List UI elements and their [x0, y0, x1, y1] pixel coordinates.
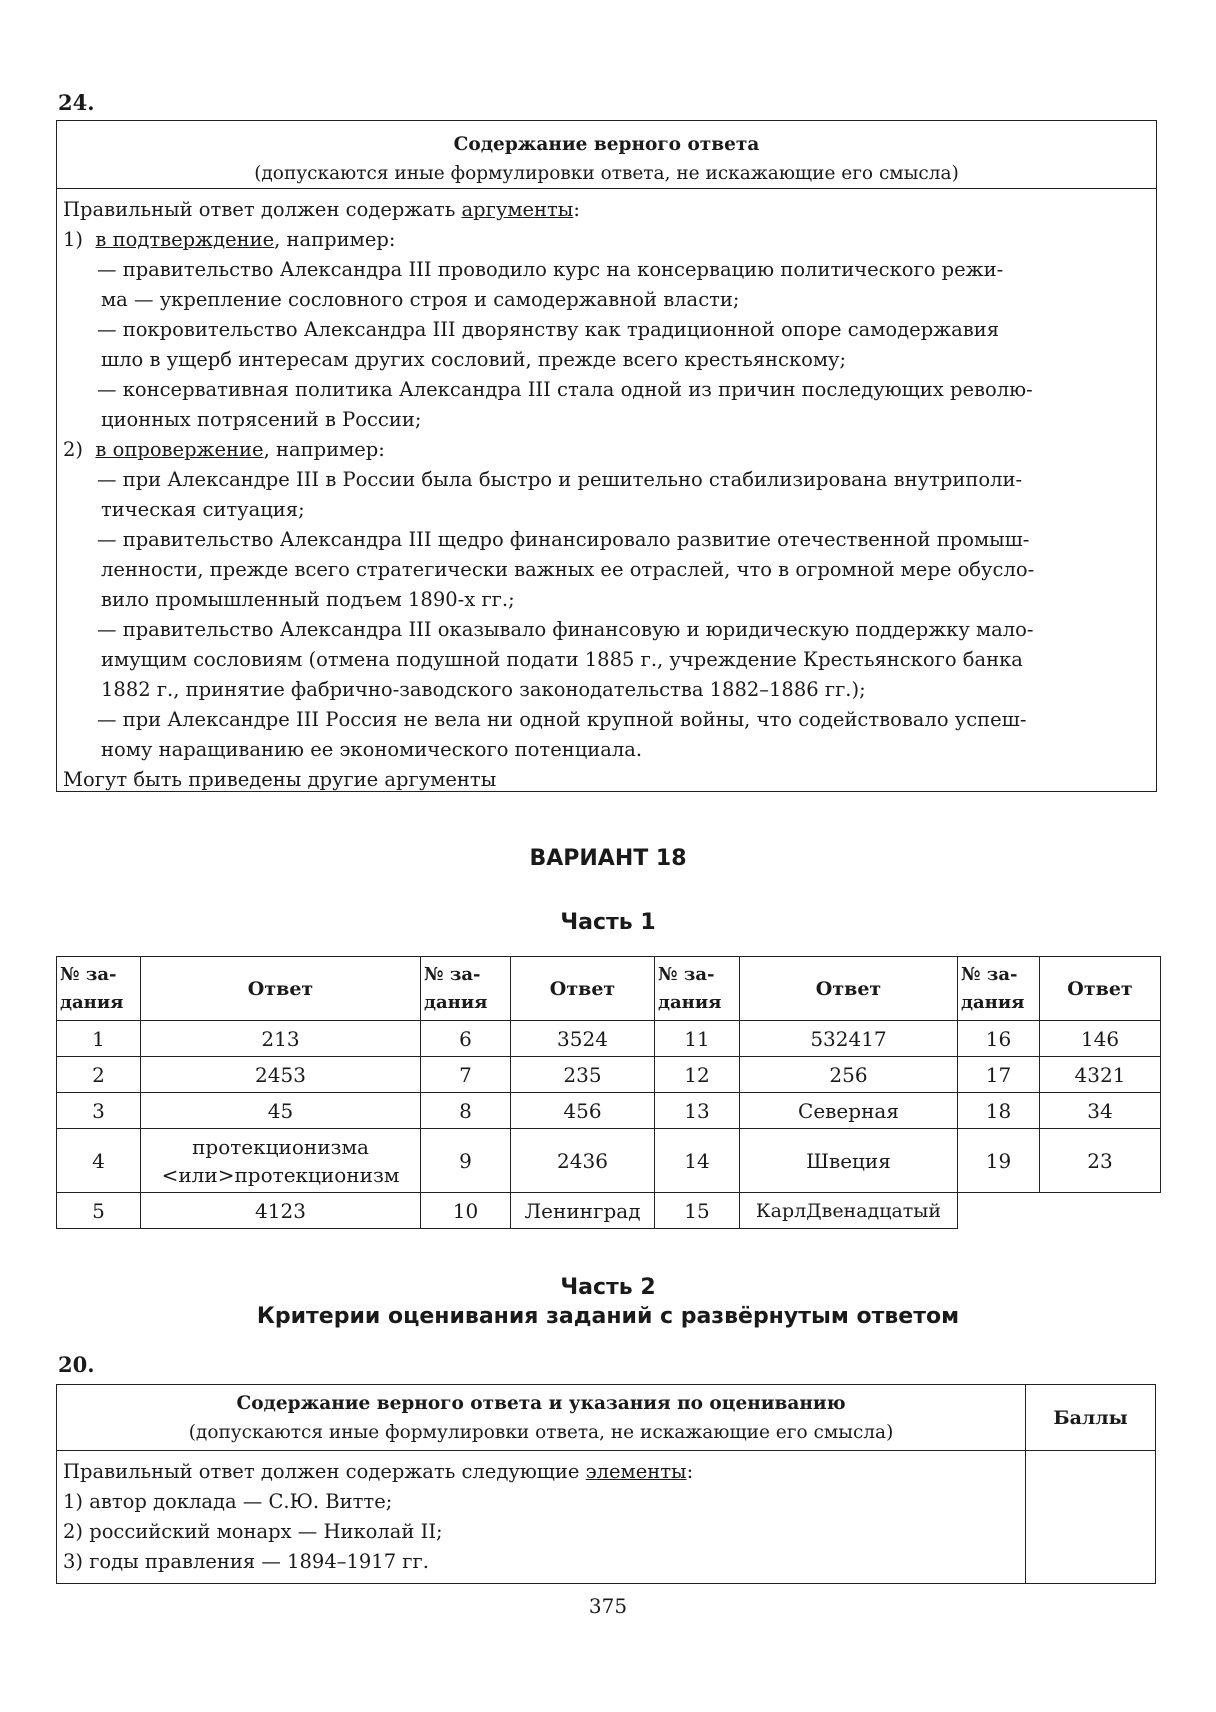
- answer-cell: Северная: [740, 1093, 958, 1129]
- answer-row: [57, 1129, 1161, 1193]
- answer-cell: 23: [1040, 1129, 1161, 1193]
- variant-title: ВАРИАНТ 18: [529, 846, 687, 871]
- group-1-heading: 1) в подтверждение, например:: [63, 228, 396, 251]
- page-number: 375: [588, 1594, 628, 1618]
- answer-cell: протекционизма <или>протекционизм: [141, 1129, 421, 1193]
- argument-item: [63, 465, 1152, 525]
- task-24-body: [57, 189, 1156, 795]
- part-2-subtitle: Критерии оценивания заданий с развёрнутым ответом: [256, 1304, 960, 1329]
- element-item: 1) автор доклада — С.Ю. Витте;: [63, 1490, 393, 1513]
- argument-line: — консервативная политика Александра III стала одной из причин последующих револю-: [97, 378, 1033, 401]
- task-number-cell: 17: [958, 1057, 1040, 1093]
- answer-cell: Ленинград: [511, 1193, 655, 1229]
- answer-cell: 2436: [511, 1129, 655, 1193]
- task-number-cell: 4: [57, 1129, 141, 1193]
- answer-cell: 34: [1040, 1093, 1161, 1129]
- argument-item: [63, 255, 1152, 315]
- argument-line: — покровительство Александра III дворянству как традиционной опоре самодержавия: [97, 318, 1000, 341]
- task-number-cell: 16: [958, 1021, 1040, 1057]
- task-20-items: [63, 1487, 1019, 1577]
- argument-line: — правительство Александра III оказывало финансовую и юридическую поддержку мало-: [97, 618, 1034, 641]
- argument-item: [63, 525, 1152, 615]
- task-24-header: [57, 121, 1156, 189]
- part-1-title: Часть 1: [560, 910, 656, 935]
- group-2-heading: 2) в опровержение, например:: [63, 438, 385, 461]
- task-24-intro: Правильный ответ должен содержать аргументы:: [63, 198, 580, 221]
- argument-line: ционных потрясений в России;: [101, 408, 422, 431]
- task-number-cell: 7: [421, 1057, 511, 1093]
- task-24-header-title: Содержание верного ответа: [453, 134, 760, 155]
- task-number-cell: 14: [655, 1129, 740, 1193]
- answer-cell: 3524: [511, 1021, 655, 1057]
- task-number-cell: 2: [57, 1057, 141, 1093]
- empty-cell: [1040, 1193, 1161, 1229]
- answer-cell: 532417: [740, 1021, 958, 1057]
- task-20-number: 20.: [58, 1352, 95, 1377]
- answer-row: [57, 1093, 1161, 1129]
- group-1-items: [63, 255, 1152, 435]
- argument-item: [63, 615, 1152, 705]
- empty-cell: [958, 1193, 1040, 1229]
- answer-cell: 256: [740, 1057, 958, 1093]
- answer-cell: 2453: [141, 1057, 421, 1093]
- column-task-number: № за- дания: [57, 957, 141, 1021]
- task-20-intro: Правильный ответ должен содержать следующие элементы:: [63, 1460, 694, 1483]
- task-20-header-title: Содержание верного ответа и указания по оцениванию: [236, 1392, 846, 1414]
- task-number-cell: 6: [421, 1021, 511, 1057]
- argument-line: 1882 г., принятие фабрично-заводского законодательства 1882–1886 гг.);: [101, 678, 866, 701]
- points-cell: [1026, 1451, 1156, 1584]
- points-header: Баллы: [1026, 1385, 1156, 1451]
- answer-row: [57, 1057, 1161, 1093]
- task-number-cell: 15: [655, 1193, 740, 1229]
- task-number-cell: 12: [655, 1057, 740, 1093]
- task-24-closing: Могут быть приведены другие аргументы: [63, 768, 497, 791]
- task-number-cell: 11: [655, 1021, 740, 1057]
- column-task-number: № за- дания: [958, 957, 1040, 1021]
- argument-line: тическая ситуация;: [101, 498, 305, 521]
- column-answer: Ответ: [141, 957, 421, 1021]
- answer-table: [56, 956, 1161, 1229]
- task-20-table: [56, 1384, 1156, 1584]
- part-2-title: Часть 2: [560, 1275, 656, 1300]
- argument-line: ленности, прежде всего стратегически важных ее отраслей, что в огромной мере обусло-: [101, 558, 1035, 581]
- argument-line: — правительство Александра III проводило курс на консервацию политического режи-: [97, 258, 1004, 281]
- argument-line: вило промышленный подъем 1890-х гг.;: [101, 588, 515, 611]
- task-number-cell: 5: [57, 1193, 141, 1229]
- task-20-header-note: (допускаются иные формулировки ответа, не искажающие его смысла): [188, 1421, 894, 1443]
- argument-item: [63, 315, 1152, 375]
- task-24-header-note: (допускаются иные формулировки ответа, не искажающие его смысла): [254, 163, 959, 184]
- column-task-number: № за- дания: [655, 957, 740, 1021]
- argument-line: имущим сословиям (отмена подушной подати 1885 г., учреждение Крестьянского банка: [101, 648, 1023, 671]
- task-number-cell: 3: [57, 1093, 141, 1129]
- column-task-number: № за- дания: [421, 957, 511, 1021]
- answer-cell: 456: [511, 1093, 655, 1129]
- group-2-items: [63, 465, 1152, 765]
- task-24-answer-box: [56, 120, 1157, 792]
- column-answer: Ответ: [511, 957, 655, 1021]
- argument-item: [63, 375, 1152, 435]
- element-item: 2) российский монарх — Николай II;: [63, 1520, 443, 1543]
- argument-item: [63, 705, 1152, 765]
- task-number-cell: 18: [958, 1093, 1040, 1129]
- column-answer: Ответ: [1040, 957, 1161, 1021]
- task-24-number: 24.: [58, 90, 95, 115]
- task-20-header: [57, 1385, 1026, 1451]
- task-number-cell: 19: [958, 1129, 1040, 1193]
- argument-line: ному наращиванию ее экономического потенциала.: [101, 738, 643, 761]
- task-number-cell: 8: [421, 1093, 511, 1129]
- answer-cell: 146: [1040, 1021, 1161, 1057]
- answer-row: [57, 1021, 1161, 1057]
- task-number-cell: 13: [655, 1093, 740, 1129]
- answer-cell: КарлДвенадцатый: [740, 1193, 958, 1229]
- element-item: 3) годы правления — 1894–1917 гг.: [63, 1550, 429, 1573]
- argument-line: ма — укрепление сословного строя и самодержавной власти;: [101, 288, 740, 311]
- answer-table-header: [57, 957, 1161, 1021]
- task-number-cell: 9: [421, 1129, 511, 1193]
- answer-cell: 4123: [141, 1193, 421, 1229]
- argument-line: — при Александре III Россия не вела ни одной крупной войны, что содействовало успеш-: [97, 708, 1027, 731]
- answer-cell: Швеция: [740, 1129, 958, 1193]
- keyword-arguments: аргументы: [461, 198, 574, 221]
- answer-cell: 45: [141, 1093, 421, 1129]
- argument-line: шло в ущерб интересам других сословий, прежде всего крестьянскому;: [101, 348, 847, 371]
- answer-cell: 4321: [1040, 1057, 1161, 1093]
- argument-line: — при Александре III в России была быстро и решительно стабилизирована внутриполи-: [97, 468, 1023, 491]
- answer-cell: 235: [511, 1057, 655, 1093]
- task-20-body: [57, 1451, 1026, 1584]
- answer-row: [57, 1193, 1161, 1229]
- task-number-cell: 10: [421, 1193, 511, 1229]
- column-answer: Ответ: [740, 957, 958, 1021]
- argument-line: — правительство Александра III щедро финансировало развитие отечественной промыш-: [97, 528, 1030, 551]
- task-number-cell: 1: [57, 1021, 141, 1057]
- answer-cell: 213: [141, 1021, 421, 1057]
